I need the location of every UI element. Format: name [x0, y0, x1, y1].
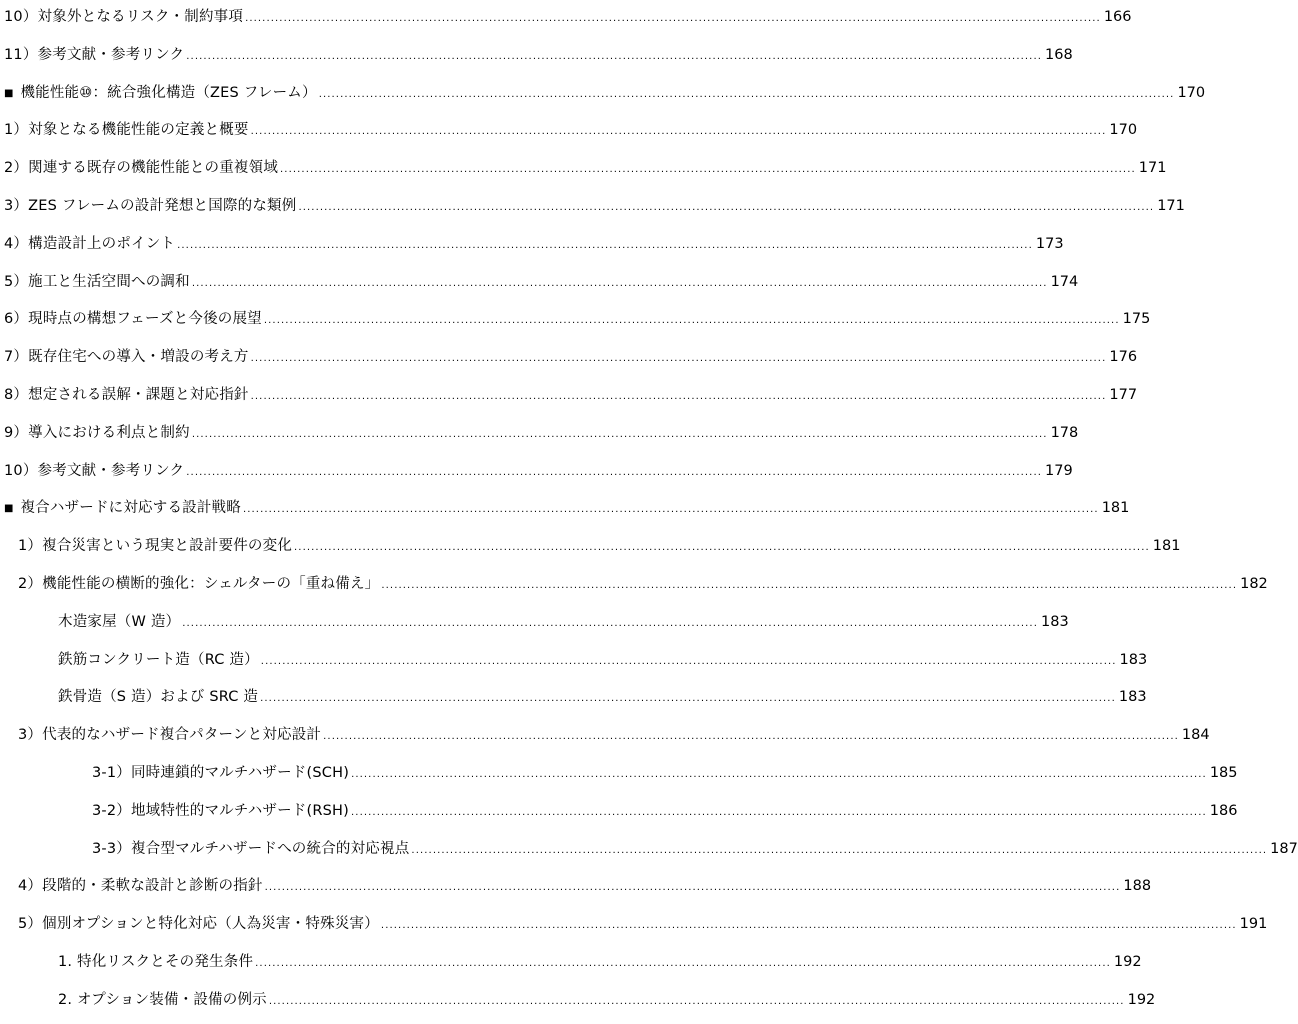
toc-page-number: 192: [1127, 991, 1156, 1008]
toc-page-number: 173: [1035, 235, 1064, 252]
dot-leader: ........................................................................................................................................................................................................: [250, 391, 1107, 402]
toc-entry[interactable]: [0, 649, 1148, 671]
toc-entry-title: 11）参考文献・参考リンク: [4, 46, 185, 63]
toc-entry-title: 機能性能⑩：統合強化構造（ZES フレーム）: [20, 84, 317, 101]
toc-entry[interactable]: [0, 800, 1238, 822]
toc-page-number: 170: [1109, 122, 1138, 139]
toc-entry-title: 7）既存住宅への導入・増設の考え方: [4, 349, 249, 366]
dot-leader: ........................................................................................................................................................................................................: [268, 995, 1125, 1007]
toc-entry-title: 10）参考文献・参考リンク: [4, 462, 185, 479]
toc-entry-title: 10）対象外となるリスク・制約事項: [4, 9, 244, 25]
dot-leader: ........................................................................................................................................................................................................: [250, 126, 1107, 138]
toc-entry[interactable]: [0, 308, 1151, 330]
toc-entry-title: 3）ZES フレームの設計発想と国際的な類例: [4, 198, 297, 214]
toc-page-number: 183: [1041, 613, 1069, 630]
dot-leader: ........................................................................................................................................................................................................: [250, 353, 1107, 365]
toc-entry[interactable]: [0, 573, 1268, 595]
toc-entry[interactable]: [0, 686, 1147, 708]
toc-entry[interactable]: [0, 82, 1206, 104]
toc-entry[interactable]: [0, 497, 1130, 519]
dot-leader: ........................................................................................................................................................................................................: [318, 88, 1175, 100]
toc-entry[interactable]: [0, 157, 1167, 179]
toc-page-number: 192: [1113, 954, 1142, 970]
toc-entry[interactable]: [0, 233, 1064, 255]
dot-leader: ........................................................................................................................................................................................................: [242, 504, 1099, 516]
toc-entry[interactable]: [0, 195, 1185, 217]
dot-leader: ........................................................................................................................................................................................................: [191, 277, 1048, 289]
toc-page-number: 181: [1101, 500, 1130, 517]
section-bullet-icon: ■: [4, 87, 14, 99]
toc-entry-title: 2. オプション装備・設備の例示: [58, 991, 267, 1008]
toc-page-number: 168: [1045, 46, 1073, 63]
toc-entry[interactable]: [0, 119, 1138, 141]
toc-entry[interactable]: [0, 762, 1238, 784]
section-bullet-icon: ■: [4, 503, 14, 515]
toc-entry-title: 8）想定される誤解・課題と対応指針: [4, 387, 249, 403]
dot-leader: ........................................................................................................................................................................................................: [298, 202, 1155, 213]
dot-leader: ........................................................................................................................................................................................................: [351, 806, 1207, 818]
toc-page-number: 171: [1138, 160, 1167, 177]
toc-page-number: 166: [1103, 9, 1132, 25]
toc-entry[interactable]: [0, 384, 1138, 406]
toc-entry-title: 4）段階的・柔軟な設計と診断の指針: [18, 878, 263, 895]
dot-leader: ........................................................................................................................................................................................................: [411, 844, 1268, 856]
toc-entry-title: 鉄筋コンクリート造（RC 造）: [58, 651, 259, 668]
toc-page-number: 187: [1270, 840, 1298, 857]
toc-entry[interactable]: [0, 838, 1298, 860]
toc-entry[interactable]: [0, 611, 1069, 633]
toc-entry-title: 2）関連する既存の機能性能との重複領域: [4, 160, 279, 177]
toc-page-number: 178: [1050, 424, 1079, 441]
toc-entry[interactable]: [0, 951, 1142, 973]
toc-entry-title: 鉄骨造（S 造）および SRC 造: [58, 689, 259, 706]
toc-page-number: 181: [1152, 538, 1181, 555]
toc-entry-title: 3-3）複合型マルチハザードへの統合的対応視点: [92, 840, 410, 857]
toc-entry-title: 9）導入における利点と制約: [4, 424, 190, 441]
toc-entry-title: 1）複合災害という現実と設計要件の変化: [18, 538, 293, 555]
toc-entry[interactable]: [0, 724, 1210, 746]
toc-page-number: 186: [1209, 802, 1238, 819]
dot-leader: ........................................................................................................................................................................................................: [177, 239, 1033, 251]
toc-entry[interactable]: [0, 875, 1152, 897]
toc-page-number: 177: [1109, 387, 1138, 403]
dot-leader: ........................................................................................................................................................................................................: [294, 542, 1150, 554]
toc-entry[interactable]: [0, 989, 1156, 1011]
toc-page-number: 188: [1123, 878, 1152, 895]
toc-page-number: 185: [1209, 765, 1238, 781]
toc-page-number: 182: [1240, 576, 1268, 592]
toc-entry[interactable]: [0, 346, 1138, 368]
toc-entry-title: 5）施工と生活空間への調和: [4, 273, 190, 290]
toc-entry[interactable]: [0, 6, 1132, 28]
toc-entry[interactable]: [0, 44, 1073, 66]
toc-page-number: 174: [1050, 273, 1079, 290]
toc-entry-title: 木造家屋（W 造）: [58, 613, 181, 630]
dot-leader: ........................................................................................................................................................................................................: [191, 428, 1048, 440]
toc-entry[interactable]: [0, 913, 1268, 935]
toc-page-number: 191: [1239, 916, 1268, 933]
toc-page-number: 176: [1109, 349, 1138, 366]
toc-page-number: 171: [1157, 198, 1185, 214]
toc-entry[interactable]: [0, 460, 1073, 482]
toc-entry-title: 1）対象となる機能性能の定義と概要: [4, 122, 249, 139]
toc-page-number: 184: [1181, 727, 1210, 744]
dot-leader: ........................................................................................................................................................................................................: [263, 315, 1120, 327]
toc-entry-title: 1. 特化リスクとその発生条件: [58, 954, 254, 970]
dot-leader: ........................................................................................................................................................................................................: [380, 920, 1237, 932]
toc-entry-title: 2）機能性能の横断的強化：シェルターの「重ね備え」: [18, 576, 380, 592]
dot-leader: ........................................................................................................................................................................................................: [323, 731, 1179, 743]
toc-entry-title: 6）現時点の構想フェーズと今後の展望: [4, 311, 262, 328]
toc-entry[interactable]: [0, 422, 1079, 444]
dot-leader: ........................................................................................................................................................................................................: [260, 693, 1116, 705]
dot-leader: ........................................................................................................................................................................................................: [245, 13, 1101, 24]
dot-leader: ........................................................................................................................................................................................................: [381, 580, 1238, 591]
toc-entry-title: 3）代表的なハザード複合パターンと対応設計: [18, 727, 322, 744]
toc-entry-title: 3-2）地域特性的マルチハザード(RSH): [92, 802, 350, 819]
toc-entry-title: 4）構造設計上のポイント: [4, 235, 176, 252]
dot-leader: ........................................................................................................................................................................................................: [186, 466, 1043, 478]
dot-leader: ........................................................................................................................................................................................................: [351, 769, 1207, 780]
dot-leader: ........................................................................................................................................................................................................: [182, 617, 1038, 629]
toc-page-number: 183: [1119, 651, 1148, 668]
dot-leader: ........................................................................................................................................................................................................: [255, 958, 1111, 969]
toc-page-number: 170: [1177, 84, 1206, 101]
dot-leader: ........................................................................................................................................................................................................: [260, 655, 1117, 667]
dot-leader: ........................................................................................................................................................................................................: [264, 882, 1121, 894]
dot-leader: ........................................................................................................................................................................................................: [280, 164, 1136, 176]
toc-page-number: 179: [1045, 462, 1073, 479]
toc-page-number: 175: [1122, 311, 1151, 328]
toc-page-number: 183: [1118, 689, 1147, 706]
toc-entry-title: 3-1）同時連鎖的マルチハザード(SCH): [92, 765, 350, 781]
toc-entry[interactable]: [0, 535, 1181, 557]
toc-entry-title: 5）個別オプションと特化対応（人為災害・特殊災害）: [18, 916, 379, 933]
toc-entry[interactable]: [0, 271, 1079, 293]
dot-leader: ........................................................................................................................................................................................................: [186, 50, 1043, 62]
toc-entry-title: 複合ハザードに対応する設計戦略: [20, 500, 241, 517]
